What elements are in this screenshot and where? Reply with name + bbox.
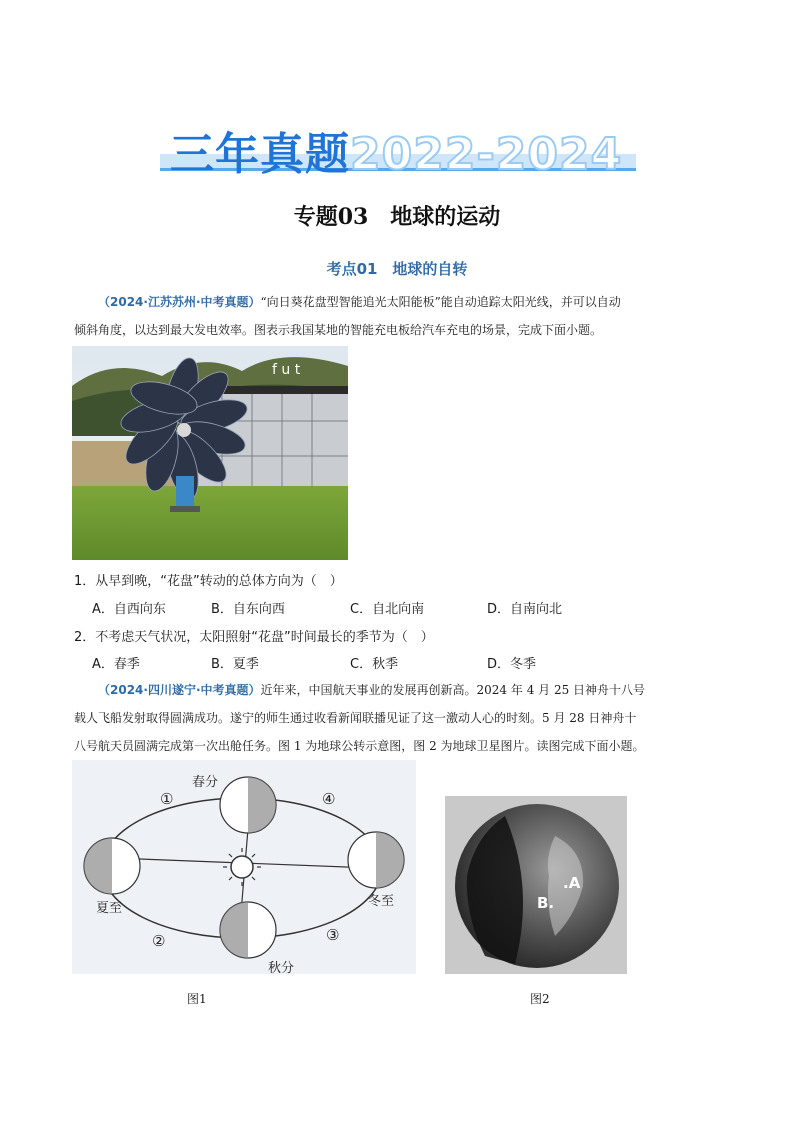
label-autumn: 秋分 [268,961,295,974]
sun-icon [223,848,261,886]
passage-1-source: （2024·江苏苏州·中考真题） [98,295,261,309]
marker-2: ② [152,932,166,950]
label-spring: 春分 [192,775,219,790]
passage-1-line-1 [74,288,724,316]
solar-panel-illustration [72,346,348,560]
q2-option-b[interactable]: B．夏季 [211,657,259,672]
figure-2-caption: 图2 [530,992,550,1006]
label-b: B. [537,894,555,912]
q2-option-c[interactable]: C．秋季 [350,657,399,672]
marker-3: ③ [326,926,340,944]
solar-panel-photo [72,346,348,560]
label-winter: 冬至 [368,894,395,909]
q2-option-a[interactable]: A．春季 [92,657,140,672]
passage-1-text-1: “向日葵花盘型智能追光太阳能板”能自动追踪太阳光线，并可以自动 [260,295,621,309]
banner-cn-text: 三年真题 [170,129,350,180]
header-banner [160,118,640,180]
marker-4: ④ [322,790,336,808]
label-a: .A [563,874,581,892]
earth-summer [84,838,140,894]
figure-1-caption: 图1 [187,992,207,1006]
earth-winter [348,832,404,888]
banner-title [170,118,622,182]
question-2-stem: 2．不考虑天气状况，太阳照射“花盘”时间最长的季节为（ ） [74,630,434,645]
building-sign: f u t [272,362,301,378]
passage-2-source: （2024·四川遂宁·中考真题） [98,683,261,697]
page-title: 专题03 地球的运动 [293,204,501,230]
question-1-stem: 1．从早到晚，“花盘”转动的总体方向为（ ） [74,574,343,589]
passage-2-text-1: 近年来，中国航天事业的发展再创新高。2024 年 4 月 25 日神舟十八号 [260,683,646,697]
passage-1 [74,288,724,344]
passage-2 [74,676,724,760]
banner-years-text: 2022-2024 [350,129,623,180]
passage-2-line-1 [74,676,724,704]
q1-option-b[interactable]: B．自东向西 [211,602,285,617]
figure-2-earth-satellite [445,796,627,974]
q1-option-a[interactable]: A．自西向东 [92,602,166,617]
q2-option-d[interactable]: D．冬季 [487,657,537,672]
passage-2-line-2: 载人飞船发射取得圆满成功。遂宁的师生通过收看新闻联播见证了这一激动人心的时刻。5 月 28 日神舟十 [74,711,637,725]
marker-1: ① [160,790,174,808]
passage-1-line-2: 倾斜角度，以达到最大发电效率。图表示我国某地的智能充电板给汽车充电的场景，完成下面小题。 [74,323,603,337]
section-subtitle: 考点01 地球的自转 [326,260,468,278]
label-summer: 夏至 [96,901,123,916]
q1-option-d[interactable]: D．自南向北 [487,602,563,617]
earth-spring [220,777,276,833]
earth-autumn [220,902,276,958]
figure-1-revolution-diagram [72,760,416,974]
q1-option-c[interactable]: C．自北向南 [350,602,425,617]
passage-2-line-3: 八号航天员圆满完成第一次出舱任务。图 1 为地球公转示意图，图 2 为地球卫星图片。读图完成下面小题。 [74,739,645,753]
